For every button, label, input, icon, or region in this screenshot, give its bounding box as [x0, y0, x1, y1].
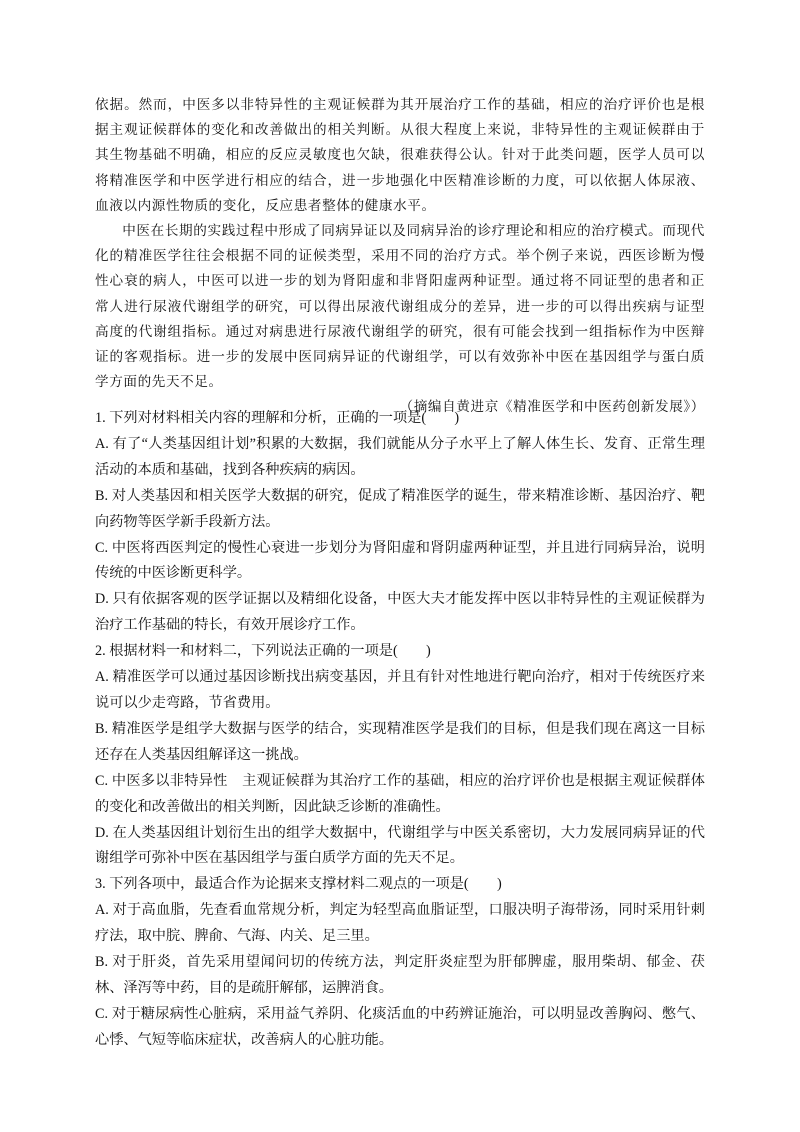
question-stem: 3. 下列各项中，最适合作为论据来支撑材料二观点的一项是( ): [95, 876, 502, 893]
question-3: [95, 872, 705, 1053]
passage-source: （摘编自黄进京《精准医学和中医药创新发展》）: [399, 399, 705, 416]
option-d: D. 在人类基因组计划衍生出的组学大数据中，代谢组学与中医关系密切，大力发展同病异证的代谢组学可弥补中医在基因组学与蛋白质学方面的先天不足。: [95, 824, 705, 867]
option-c: C. 中医将西医判定的慢性心衰进一步划分为肾阳虚和肾阴虚两种证型，并且进行同病异治，说明传统的中医诊断更科学。: [95, 539, 705, 582]
option-a: A. 对于高血脂，先查看血常规分析，判定为轻型高血脂证型，口服决明子海带汤，同时采用针刺疗法，取中脘、脾俞、气海、内关、足三里。: [95, 902, 705, 945]
option-b: B. 对人类基因和相关医学大数据的研究，促成了精准医学的诞生，带来精准诊断、基因治疗、靶向药物等医学新手段新方法。: [95, 487, 705, 530]
question-list: [95, 406, 705, 1054]
option-d: D. 只有依据客观的医学证据以及精细化设备，中医大夫才能发挥中医以非特异性的主观证候群为治疗工作基础的特长，有效开展诊疗工作。: [95, 591, 705, 634]
option-a: A. 有了“人类基因组计划”积累的大数据，我们就能从分子水平上了解人体生长、发育、正常生理活动的本质和基础，找到各种疾病的病因。: [95, 435, 705, 478]
option-b: B. 对于肝炎，首先采用望闻问切的传统方法，判定肝炎症型为肝郁脾虚，服用柴胡、郁金、茯林、泽泻等中药，目的是疏肝解郁，运脾消食。: [95, 954, 705, 996]
question-stem: 1. 下列对材料相关内容的理解和分析，正确的一项是( ): [95, 410, 460, 426]
reading-passage: [95, 93, 705, 421]
question-1: [95, 406, 705, 639]
passage-paragraph-1: 依据。然而，中医多以非特异性的主观证候群为其开展治疗工作的基础，相应的治疗评价也是根据主观证候群体的变化和改善做出的相关判断。从很大程度上来说，非特异性的主观证候群由于其生物基础不明确，相应的反应灵敏度也欠缺，很难获得公认。针对于此类问题，医学人员可以将精准医学和中医学进行相应的结合，进一步地强化中医精准诊断的力度，可以依据人体尿液、血液以内源性物质的变化，反应患者整体的健康水平。: [95, 97, 705, 214]
question-2: [95, 639, 705, 872]
option-a: A. 精准医学可以通过基因诊断找出病变基因，并且有针对性地进行靶向治疗，相对于传统医疗来说可以少走弯路，节省费用。: [95, 669, 705, 711]
option-b: B. 精准医学是组学大数据与医学的结合，实现精准医学是我们的目标，但是我们现在离这一目标还存在人类基因组解译这一挑战。: [95, 720, 705, 763]
option-c: C. 中医多以非特异性 主观证候群为其治疗工作的基础，相应的治疗评价也是根据主观证候群体的变化和改善做出的相关判断，因此缺乏诊断的准确性。: [95, 772, 705, 815]
passage-paragraph-2: 中医在长期的实践过程中形成了同病异证以及同病异治的诊疗理论和相应的治疗模式。而现代化的精准医学往往会根据不同的证候类型，采用不同的治疗方式。举个例子来说，西医诊断为慢性心衰的病人，中医可以进一步的划为肾阳虚和非肾阳虚两种证型。通过将不同证型的患者和正常人进行尿液代谢组学的研究，可以得出尿液代谢组成分的差异，进一步的可以得出疾病与证型高度的代谢组指标。通过对病患进行尿液代谢组学的研究，很有可能会找到一组指标作为中医辩证的客观指标。进一步的发展中医同病异证的代谢组学，可以有效弥补中医在基因组学与蛋白质学方面的先天不足。: [95, 223, 705, 391]
question-stem: 2. 根据材料一和材料二，下列说法正确的一项是( ): [95, 643, 431, 660]
option-c: C. 对于糖尿病性心脏病，采用益气养阴、化痰活血的中药辨证施治，可以明显改善胸闷、憋气、心悸、气短等临床症状，改善病人的心脏功能。: [95, 1005, 705, 1048]
